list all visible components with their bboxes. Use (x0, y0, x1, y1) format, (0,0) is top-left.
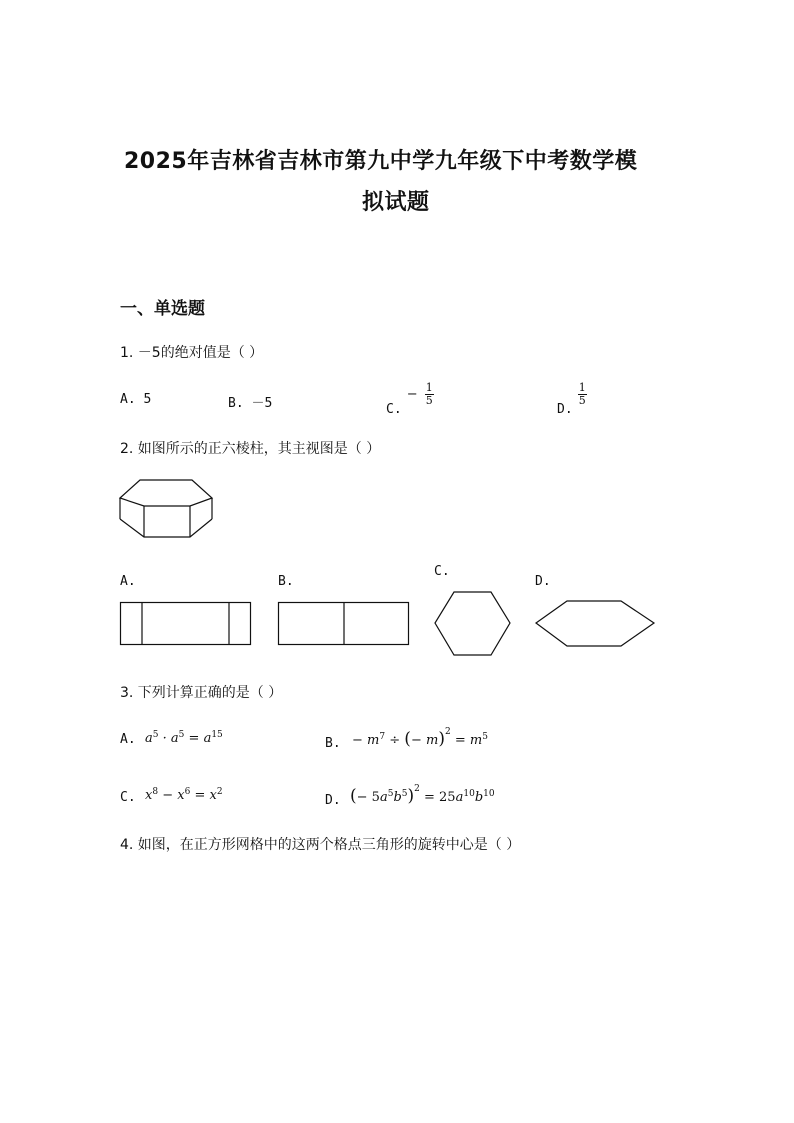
question-3-option-c-label: C. (120, 790, 136, 805)
question-3-option-c-formula: $x^8 - x^6 = x^2$ (145, 787, 223, 803)
numerator: 1 (578, 381, 586, 394)
fraction (578, 382, 587, 407)
minus-sign: − (406, 387, 418, 402)
question-2-option-d-figure (535, 600, 655, 648)
question-3-option-a-label: A. (120, 732, 136, 747)
question-1-option-d (557, 382, 587, 417)
question-3-option-b-label: B. (325, 736, 341, 751)
denominator: 5 (425, 394, 433, 407)
numerator: 1 (425, 381, 433, 394)
question-3-option-b-formula: − $m^7$ ÷ (− $m)^2 = m^5$ (352, 727, 488, 749)
question-2-option-d-label: D. (535, 574, 551, 589)
question-1-option-c (386, 382, 434, 417)
page-title-line2: 拟试题 (362, 190, 430, 215)
question-3-stem: 3. 下列计算正确的是（ ） (120, 685, 283, 701)
question-2-option-b-label: B. (278, 574, 294, 589)
question-3-option-d-label: D. (325, 793, 341, 808)
question-1-stem: 1. －5的绝对值是（ ） (120, 345, 264, 361)
fraction (425, 382, 434, 407)
question-4-stem: 4. 如图，在正方形网格中的这两个格点三角形的旋转中心是（ ） (120, 837, 521, 853)
question-2-option-a-figure (120, 602, 252, 646)
option-label: C. (386, 402, 402, 417)
question-2-option-a-label: A. (120, 574, 136, 589)
question-2-option-c-label: C. (434, 564, 450, 579)
question-2-stem: 2. 如图所示的正六棱柱，其主视图是（ ） (120, 441, 381, 457)
page-title-line1: 2025年吉林省吉林市第九中学九年级下中考数学模 (124, 149, 638, 174)
option-label: D. (557, 402, 573, 417)
section-heading: 一、单选题 (120, 299, 205, 319)
question-2-option-c-figure (434, 590, 512, 658)
question-3-option-d-formula: (− $5a^5b^5)^2 = 25a^{10}b^{10}$ (350, 784, 495, 806)
question-1-option-b: B. －5 (228, 396, 273, 411)
question-1-option-a: A. 5 (120, 392, 152, 407)
question-2-option-b-figure (278, 602, 410, 646)
hexagonal-prism-figure (118, 476, 214, 540)
denominator: 5 (578, 394, 586, 407)
question-3-option-a-formula: $a^5 \cdot a^5 = a^{15}$ (145, 730, 223, 746)
